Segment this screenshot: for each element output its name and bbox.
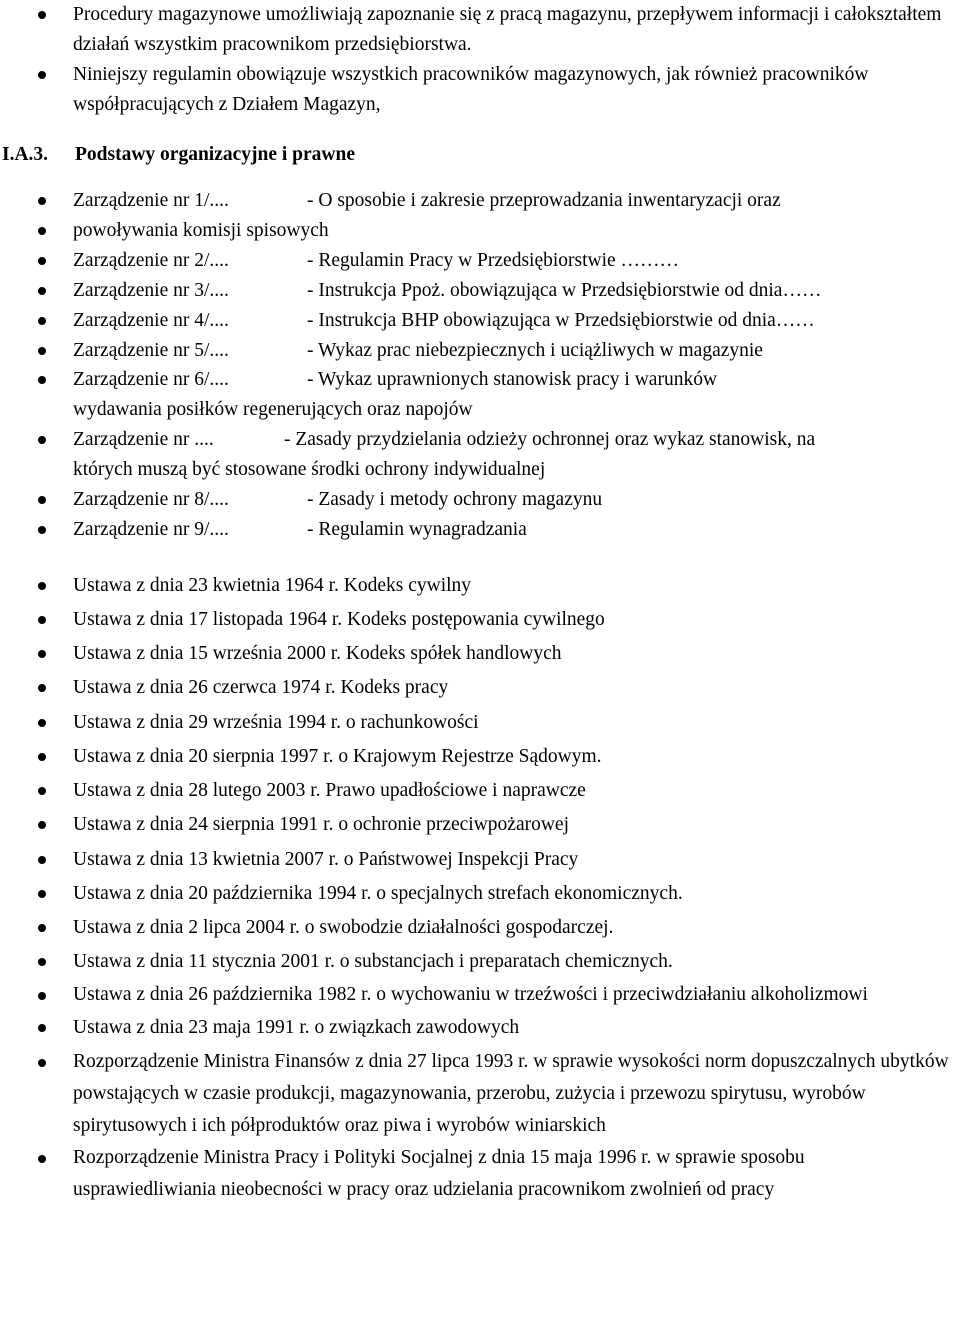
ordinance-item — [0, 306, 960, 336]
ordinance-description-continuation: których muszą być stosowane środki ochrony indywidualnej — [73, 459, 546, 481]
ordinance-item — [0, 515, 960, 545]
legal-act-item: Ustawa z dnia 29 września 1994 r. o rachunkowości — [0, 706, 960, 740]
legal-act-item: Ustawa z dnia 20 października 1994 r. o specjalnych strefach ekonomicznych. — [0, 877, 960, 911]
ordinance-item — [0, 365, 960, 425]
list-item: Niniejszy regulamin obowiązuje wszystkich pracowników magazynowych, jak również pracowników współpracujących z Działem Magazyn, — [0, 60, 960, 120]
legal-act-item: Ustawa z dnia 15 września 2000 r. Kodeks spółek handlowych — [0, 637, 960, 671]
intro-list — [0, 0, 960, 120]
ordinance-item — [0, 485, 960, 515]
legal-act-item: Ustawa z dnia 26 czerwca 1974 r. Kodeks pracy — [0, 671, 960, 705]
ordinance-item — [0, 425, 960, 485]
ordinance-list — [0, 186, 960, 545]
ordinance-item — [0, 336, 960, 366]
ordinance-description: - Wykaz uprawnionych stanowisk pracy i warunków — [307, 369, 718, 391]
legal-act-item: Ustawa z dnia 2 lipca 2004 r. o swobodzie działalności gospodarczej. — [0, 911, 960, 945]
ordinance-item — [0, 186, 960, 216]
ordinance-description: - O sposobie i zakresie przeprowadzania inwentaryzacji oraz — [307, 190, 781, 211]
ordinance-description: - Zasady przydzielania odzieży ochronnej oraz wykaz stanowisk, na — [284, 429, 816, 451]
ordinance-item — [0, 276, 960, 306]
ordinance-name: Zarządzenie nr 6/.... — [73, 369, 229, 391]
ordinance-name: Zarządzenie nr 2/.... — [73, 249, 229, 271]
legal-act-item: Ustawa z dnia 23 maja 1991 r. o związkach zawodowych — [0, 1011, 960, 1045]
ordinance-name: Zarządzenie nr .... — [73, 429, 214, 451]
ordinance-item — [0, 246, 960, 276]
legal-act-item: Ustawa z dnia 28 lutego 2003 r. Prawo upadłościowe i naprawcze — [0, 774, 960, 808]
ordinance-item-continuation: powoływania komisji spisowych — [0, 216, 960, 246]
ordinance-name: Zarządzenie nr 5/.... — [73, 339, 229, 361]
ordinance-description-continuation: wydawania posiłków regenerujących oraz napojów — [73, 399, 473, 421]
legal-act-item: Ustawa z dnia 17 listopada 1964 r. Kodeks postępowania cywilnego — [0, 603, 960, 637]
ordinance-description: - Zasady i metody ochrony magazynu — [307, 489, 603, 511]
legal-act-item: Ustawa z dnia 11 stycznia 2001 r. o substancjach i preparatach chemicznych. — [0, 945, 960, 979]
section-title: Podstawy organizacyjne i prawne — [75, 144, 356, 165]
section-number: I.A.3. — [2, 144, 49, 165]
ordinance-name: Zarządzenie nr 3/.... — [73, 279, 229, 301]
legal-acts-list — [0, 569, 960, 1206]
ordinance-name: Zarządzenie nr 9/.... — [73, 518, 229, 540]
legal-act-item: Rozporządzenie Ministra Finansów z dnia 27 lipca 1993 r. w sprawie wysokości norm dopuszczalnych ubytków powstających w czasie produkcji, magazynowania, przerobu, zużycia i przewozu spirytusu, wyrobów spirytusowych i ich półproduktów oraz piwa i wyrobów winiarskich — [0, 1046, 960, 1142]
ordinance-name: Zarządzenie nr 1/.... — [73, 190, 229, 211]
ordinance-description: - Instrukcja BHP obowiązująca w Przedsiębiorstwie od dnia…… — [307, 309, 815, 331]
ordinance-description: - Wykaz prac niebezpiecznych i uciążliwych w magazynie — [307, 339, 763, 361]
legal-act-item: Ustawa z dnia 23 kwietnia 1964 r. Kodeks cywilny — [0, 569, 960, 603]
ordinance-name: Zarządzenie nr 8/.... — [73, 489, 229, 511]
legal-act-item: Ustawa z dnia 13 kwietnia 2007 r. o Państwowej Inspekcji Pracy — [0, 843, 960, 877]
legal-act-item: Ustawa z dnia 20 sierpnia 1997 r. o Krajowym Rejestrze Sądowym. — [0, 740, 960, 774]
legal-act-item: Ustawa z dnia 24 sierpnia 1991 r. o ochronie przeciwpożarowej — [0, 808, 960, 842]
ordinance-description: - Regulamin wynagradzania — [307, 518, 527, 540]
legal-act-item: Ustawa z dnia 26 października 1982 r. o wychowaniu w trzeźwości i przeciwdziałaniu alkoholizmowi — [0, 979, 960, 1011]
list-item: Procedury magazynowe umożliwiają zapoznanie się z pracą magazynu, przepływem informacji i całokształtem działań wszystkim pracownikom przedsiębiorstwa. — [0, 0, 960, 60]
ordinance-name: Zarządzenie nr 4/.... — [73, 309, 229, 331]
ordinance-description: - Regulamin Pracy w Przedsiębiorstwie ……… — [307, 249, 680, 271]
ordinance-description: - Instrukcja Ppoż. obowiązująca w Przedsiębiorstwie od dnia…… — [307, 279, 822, 301]
legal-act-item: Rozporządzenie Ministra Pracy i Polityki Socjalnej z dnia 15 maja 1996 r. w sprawie sposobu usprawiedliwiania nieobecności w pracy oraz udzielania pracownikom zwolnień od pracy — [0, 1142, 960, 1206]
section-heading — [0, 140, 960, 170]
